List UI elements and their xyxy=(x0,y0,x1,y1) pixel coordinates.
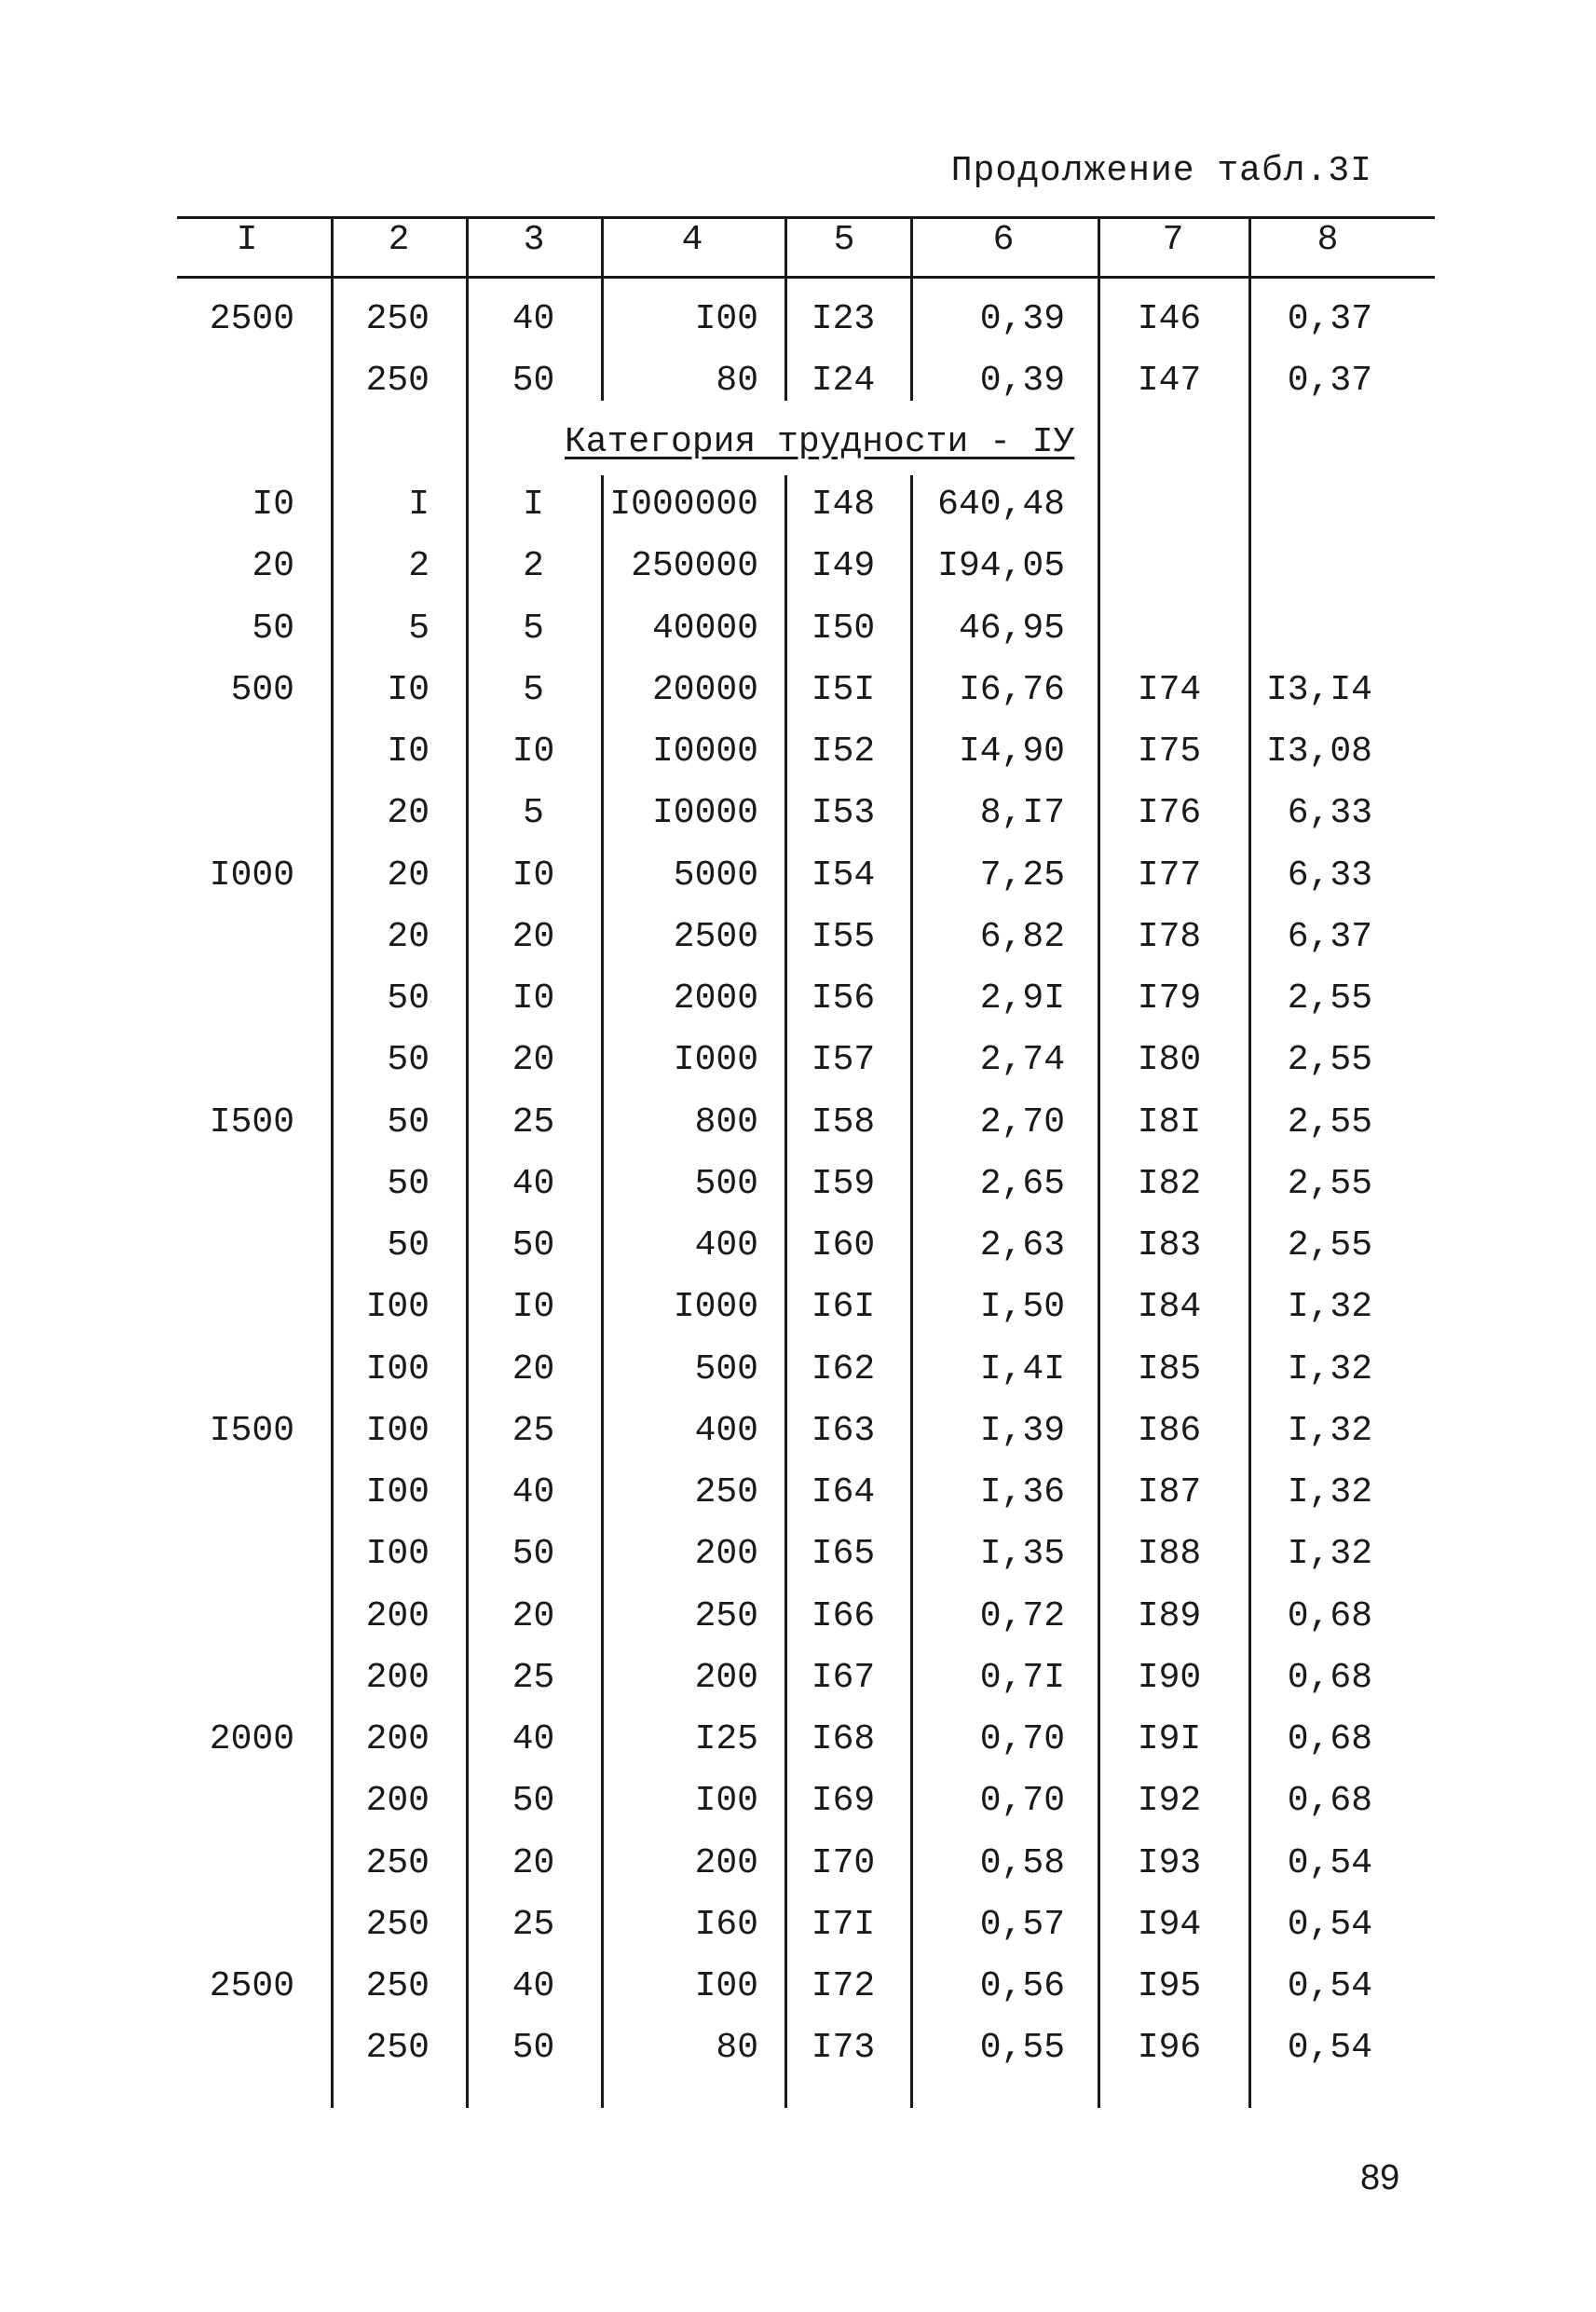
page-number: 89 xyxy=(1360,2158,1400,2197)
table-cell: 0,70 xyxy=(979,1719,1065,1759)
table-cell: I0 xyxy=(387,670,430,710)
table-cell: I000 xyxy=(209,855,294,896)
table-cell: 0,7I xyxy=(979,1658,1065,1698)
table-cell: 8,I7 xyxy=(979,793,1065,833)
column-header: 2 xyxy=(388,220,410,260)
table-cell: I0 xyxy=(387,732,430,772)
table-cell: I xyxy=(523,485,544,525)
table-cell: 2,55 xyxy=(1287,1102,1372,1142)
table-cell: 6,82 xyxy=(979,917,1065,957)
table-cell: 250 xyxy=(694,1596,758,1636)
table-cell: 0,39 xyxy=(979,299,1065,339)
table-cell: 0,54 xyxy=(1287,1905,1372,1945)
table-cell: 5 xyxy=(523,793,544,833)
table-cell: 50 xyxy=(512,361,555,401)
table-cell: I9I xyxy=(1137,1719,1202,1759)
table-cell: 2000 xyxy=(673,978,758,1019)
table-cell: 200 xyxy=(365,1719,430,1759)
column-divider xyxy=(601,216,604,401)
table-cell: I70 xyxy=(811,1843,876,1883)
table-cell: I0 xyxy=(512,1287,555,1327)
table-cell: 2,55 xyxy=(1287,1225,1372,1265)
table-cell: I3,I4 xyxy=(1265,670,1372,710)
table-cell: I,32 xyxy=(1287,1411,1372,1451)
column-divider xyxy=(784,216,787,401)
table-cell: 2500 xyxy=(209,299,294,339)
table-cell: 40 xyxy=(512,1966,555,2006)
table-cell: I85 xyxy=(1137,1349,1202,1389)
table-cell: I3,08 xyxy=(1265,732,1372,772)
column-divider xyxy=(910,475,913,2108)
table-cell: I00 xyxy=(365,1472,430,1512)
table-cell: 80 xyxy=(716,2028,758,2068)
table-cell: I00 xyxy=(365,1287,430,1327)
table-cell: I53 xyxy=(811,793,876,833)
table-cell: 2 xyxy=(408,546,430,586)
category-subheading: Категория трудности - IУ xyxy=(565,422,1075,462)
table-cell xyxy=(1099,608,1239,650)
table-cell: 20 xyxy=(512,1349,555,1389)
table-cell: I,32 xyxy=(1287,1472,1372,1512)
table-cell: 0,68 xyxy=(1287,1719,1372,1759)
table-cell: 0,56 xyxy=(979,1966,1065,2006)
column-header: 5 xyxy=(833,220,855,260)
table-cell: I74 xyxy=(1137,670,1202,710)
table-cell: 50 xyxy=(387,1225,430,1265)
table-cell: 0,37 xyxy=(1287,361,1372,401)
table-cell: 0,39 xyxy=(979,361,1065,401)
table-cell: I65 xyxy=(811,1534,876,1574)
table-cell: I63 xyxy=(811,1411,876,1451)
table-cell: 250 xyxy=(365,1843,430,1883)
table-cell: I0000 xyxy=(651,793,758,833)
table-cell: 80 xyxy=(716,361,758,401)
header-top-rule xyxy=(177,216,1435,219)
table-cell: I500 xyxy=(209,1102,294,1142)
table-cell: 0,54 xyxy=(1287,2028,1372,2068)
table-cell: 0,55 xyxy=(979,2028,1065,2068)
table-cell: 40 xyxy=(512,1472,555,1512)
table-cell: 46,95 xyxy=(958,609,1065,649)
table-cell: I6,76 xyxy=(958,670,1065,710)
table-cell: 50 xyxy=(512,1534,555,1574)
column-header: I xyxy=(236,220,258,260)
column-header: 6 xyxy=(992,220,1015,260)
table-cell: I,35 xyxy=(979,1534,1065,1574)
table-cell: I8I xyxy=(1137,1102,1202,1142)
table-cell: I50 xyxy=(811,609,876,649)
table-cell: I00 xyxy=(694,1781,758,1821)
table-cell: I24 xyxy=(811,361,876,401)
table-cell: 200 xyxy=(694,1843,758,1883)
table-cell: 0,72 xyxy=(979,1596,1065,1636)
table-cell: 40 xyxy=(512,299,555,339)
table-cell: I94,05 xyxy=(937,546,1065,586)
table-cell: 0,37 xyxy=(1287,299,1372,339)
table-cell: I69 xyxy=(811,1781,876,1821)
table-cell: 250 xyxy=(365,1905,430,1945)
table-cell: 50 xyxy=(387,1102,430,1142)
table-cell: 500 xyxy=(694,1349,758,1389)
table-cell: 200 xyxy=(365,1658,430,1698)
table-cell: 20 xyxy=(387,855,430,896)
table-cell: I83 xyxy=(1137,1225,1202,1265)
table-cell: I60 xyxy=(694,1905,758,1945)
table-cell xyxy=(1099,545,1239,588)
table-cell: I92 xyxy=(1137,1781,1202,1821)
table-cell: I00 xyxy=(365,1349,430,1389)
table-cell: 500 xyxy=(694,1164,758,1204)
table-cell: I,50 xyxy=(979,1287,1065,1327)
table-cell: 0,68 xyxy=(1287,1781,1372,1821)
table-cell: I58 xyxy=(811,1102,876,1142)
table-cell: I82 xyxy=(1137,1164,1202,1204)
table-cell: I57 xyxy=(811,1040,876,1080)
table-cell: I49 xyxy=(811,546,876,586)
table-cell: 20 xyxy=(512,1843,555,1883)
table-cell: 0,68 xyxy=(1287,1596,1372,1636)
table-cell: I90 xyxy=(1137,1658,1202,1698)
table-cell: I78 xyxy=(1137,917,1202,957)
table-cell: 20000 xyxy=(651,670,758,710)
table-cell: I5I xyxy=(811,670,876,710)
table-cell: 500 xyxy=(230,670,294,710)
table-cell: 2000 xyxy=(209,1719,294,1759)
table-cell: I95 xyxy=(1137,1966,1202,2006)
table-cell: 0,54 xyxy=(1287,1966,1372,2006)
table-cell: 20 xyxy=(512,917,555,957)
table-cell: 2,55 xyxy=(1287,978,1372,1019)
table-cell: 2500 xyxy=(673,917,758,957)
table-cell: 800 xyxy=(694,1102,758,1142)
table-cell: I59 xyxy=(811,1164,876,1204)
table-cell: 50 xyxy=(512,1225,555,1265)
table-cell: I80 xyxy=(1137,1040,1202,1080)
table-cell: I xyxy=(408,485,430,525)
table-cell: 50 xyxy=(512,2028,555,2068)
table-cell: I54 xyxy=(811,855,876,896)
table-cell: I48 xyxy=(811,485,876,525)
table-cell: I89 xyxy=(1137,1596,1202,1636)
table-cell: I62 xyxy=(811,1349,876,1389)
table-cell: 40 xyxy=(512,1164,555,1204)
table-cell: I7I xyxy=(811,1905,876,1945)
table-cell xyxy=(1099,484,1239,527)
table-cell: 2,55 xyxy=(1287,1164,1372,1204)
table-cell: I73 xyxy=(811,2028,876,2068)
table-cell: 2 xyxy=(523,546,544,586)
column-header: 4 xyxy=(681,220,703,260)
column-header: 3 xyxy=(523,220,545,260)
table-cell: 25 xyxy=(512,1411,555,1451)
table-cell: 25 xyxy=(512,1658,555,1698)
table-cell: I,32 xyxy=(1287,1287,1372,1327)
table-cell: I88 xyxy=(1137,1534,1202,1574)
table-cell: I,36 xyxy=(979,1472,1065,1512)
table-cell: I68 xyxy=(811,1719,876,1759)
table-cell: I000000 xyxy=(609,485,758,525)
table-caption: Продолжение табл.3I xyxy=(950,151,1372,191)
table-cell: 20 xyxy=(252,546,294,586)
table-cell: 6,33 xyxy=(1287,793,1372,833)
table-cell: 400 xyxy=(694,1225,758,1265)
table-cell: I93 xyxy=(1137,1843,1202,1883)
table-cell: 0,54 xyxy=(1287,1843,1372,1883)
table-cell: I0000 xyxy=(651,732,758,772)
table-cell: 50 xyxy=(512,1781,555,1821)
table-cell: 400 xyxy=(694,1411,758,1451)
table-cell: I000 xyxy=(673,1287,758,1327)
table-cell: I46 xyxy=(1137,299,1202,339)
table-cell: I0 xyxy=(512,978,555,1019)
header-bottom-rule xyxy=(177,276,1435,279)
table-cell: 50 xyxy=(387,978,430,1019)
table-cell: 0,70 xyxy=(979,1781,1065,1821)
table-cell: I000 xyxy=(673,1040,758,1080)
table-cell: I55 xyxy=(811,917,876,957)
table-cell: I76 xyxy=(1137,793,1202,833)
table-cell: 20 xyxy=(512,1040,555,1080)
table-cell: 250 xyxy=(365,361,430,401)
table-cell: 20 xyxy=(387,793,430,833)
table-cell: 2,74 xyxy=(979,1040,1065,1080)
table-cell: 2,55 xyxy=(1287,1040,1372,1080)
column-divider xyxy=(331,216,334,2108)
table-cell: I,39 xyxy=(979,1411,1065,1451)
table-cell: I47 xyxy=(1137,361,1202,401)
table-cell: I500 xyxy=(209,1411,294,1451)
table-cell: 200 xyxy=(694,1658,758,1698)
table-cell: I64 xyxy=(811,1472,876,1512)
table-cell: I00 xyxy=(365,1534,430,1574)
table-cell: I00 xyxy=(365,1411,430,1451)
table-cell: 5 xyxy=(523,670,544,710)
table-cell: 40000 xyxy=(651,609,758,649)
table-cell: 0,58 xyxy=(979,1843,1065,1883)
table-cell: 2,9I xyxy=(979,978,1065,1019)
table-cell: 6,33 xyxy=(1287,855,1372,896)
column-divider xyxy=(466,216,469,2108)
column-header: 7 xyxy=(1162,220,1184,260)
table-cell: I0 xyxy=(512,855,555,896)
column-header: 8 xyxy=(1316,220,1339,260)
table-cell: 200 xyxy=(365,1596,430,1636)
table-cell: 250000 xyxy=(631,546,758,586)
table-cell: 25 xyxy=(512,1102,555,1142)
table-cell: I86 xyxy=(1137,1411,1202,1451)
table-cell: 7,25 xyxy=(979,855,1065,896)
table-cell: 200 xyxy=(694,1534,758,1574)
table-cell: I84 xyxy=(1137,1287,1202,1327)
table-cell: 2500 xyxy=(209,1966,294,2006)
table-cell: I72 xyxy=(811,1966,876,2006)
table-cell: 5000 xyxy=(673,855,758,896)
table-cell: I77 xyxy=(1137,855,1202,896)
column-divider xyxy=(1248,216,1251,2108)
table-cell: I,32 xyxy=(1287,1534,1372,1574)
table-cell: 200 xyxy=(365,1781,430,1821)
table-cell: I,32 xyxy=(1287,1349,1372,1389)
column-divider xyxy=(910,216,913,401)
table-cell: 5 xyxy=(408,609,430,649)
table-cell: 40 xyxy=(512,1719,555,1759)
table-cell: I,4I xyxy=(979,1349,1065,1389)
table-cell: 250 xyxy=(365,299,430,339)
table-cell: I94 xyxy=(1137,1905,1202,1945)
table-cell: 25 xyxy=(512,1905,555,1945)
table-cell: I67 xyxy=(811,1658,876,1698)
table-cell: I52 xyxy=(811,732,876,772)
table-cell: I66 xyxy=(811,1596,876,1636)
table-cell: I87 xyxy=(1137,1472,1202,1512)
table-cell: 2,70 xyxy=(979,1102,1065,1142)
table-cell: I60 xyxy=(811,1225,876,1265)
table-cell: I00 xyxy=(694,1966,758,2006)
table-cell: I0 xyxy=(252,485,294,525)
column-divider xyxy=(784,475,787,2108)
table-cell: 5 xyxy=(523,609,544,649)
table-cell: 50 xyxy=(252,609,294,649)
table-cell: 250 xyxy=(694,1472,758,1512)
table-cell: 20 xyxy=(512,1596,555,1636)
table-cell: I75 xyxy=(1137,732,1202,772)
column-divider xyxy=(601,475,604,2108)
table-cell: 640,48 xyxy=(937,485,1065,525)
table-cell: I96 xyxy=(1137,2028,1202,2068)
table-cell: 250 xyxy=(365,2028,430,2068)
table-cell: 2,65 xyxy=(979,1164,1065,1204)
table-cell: 50 xyxy=(387,1040,430,1080)
table-cell: 6,37 xyxy=(1287,917,1372,957)
table-cell: I79 xyxy=(1137,978,1202,1019)
table-cell: 20 xyxy=(387,917,430,957)
table-cell: 250 xyxy=(365,1966,430,2006)
table-cell: I56 xyxy=(811,978,876,1019)
table-cell: 0,57 xyxy=(979,1905,1065,1945)
table-cell: I25 xyxy=(694,1719,758,1759)
table-cell: 0,68 xyxy=(1287,1658,1372,1698)
table-cell: I0 xyxy=(512,732,555,772)
table-cell: 50 xyxy=(387,1164,430,1204)
table-cell: I00 xyxy=(694,299,758,339)
table-cell: I23 xyxy=(811,299,876,339)
table-cell: 2,63 xyxy=(979,1225,1065,1265)
table-cell: I4,90 xyxy=(958,732,1065,772)
table-cell: I6I xyxy=(811,1287,876,1327)
